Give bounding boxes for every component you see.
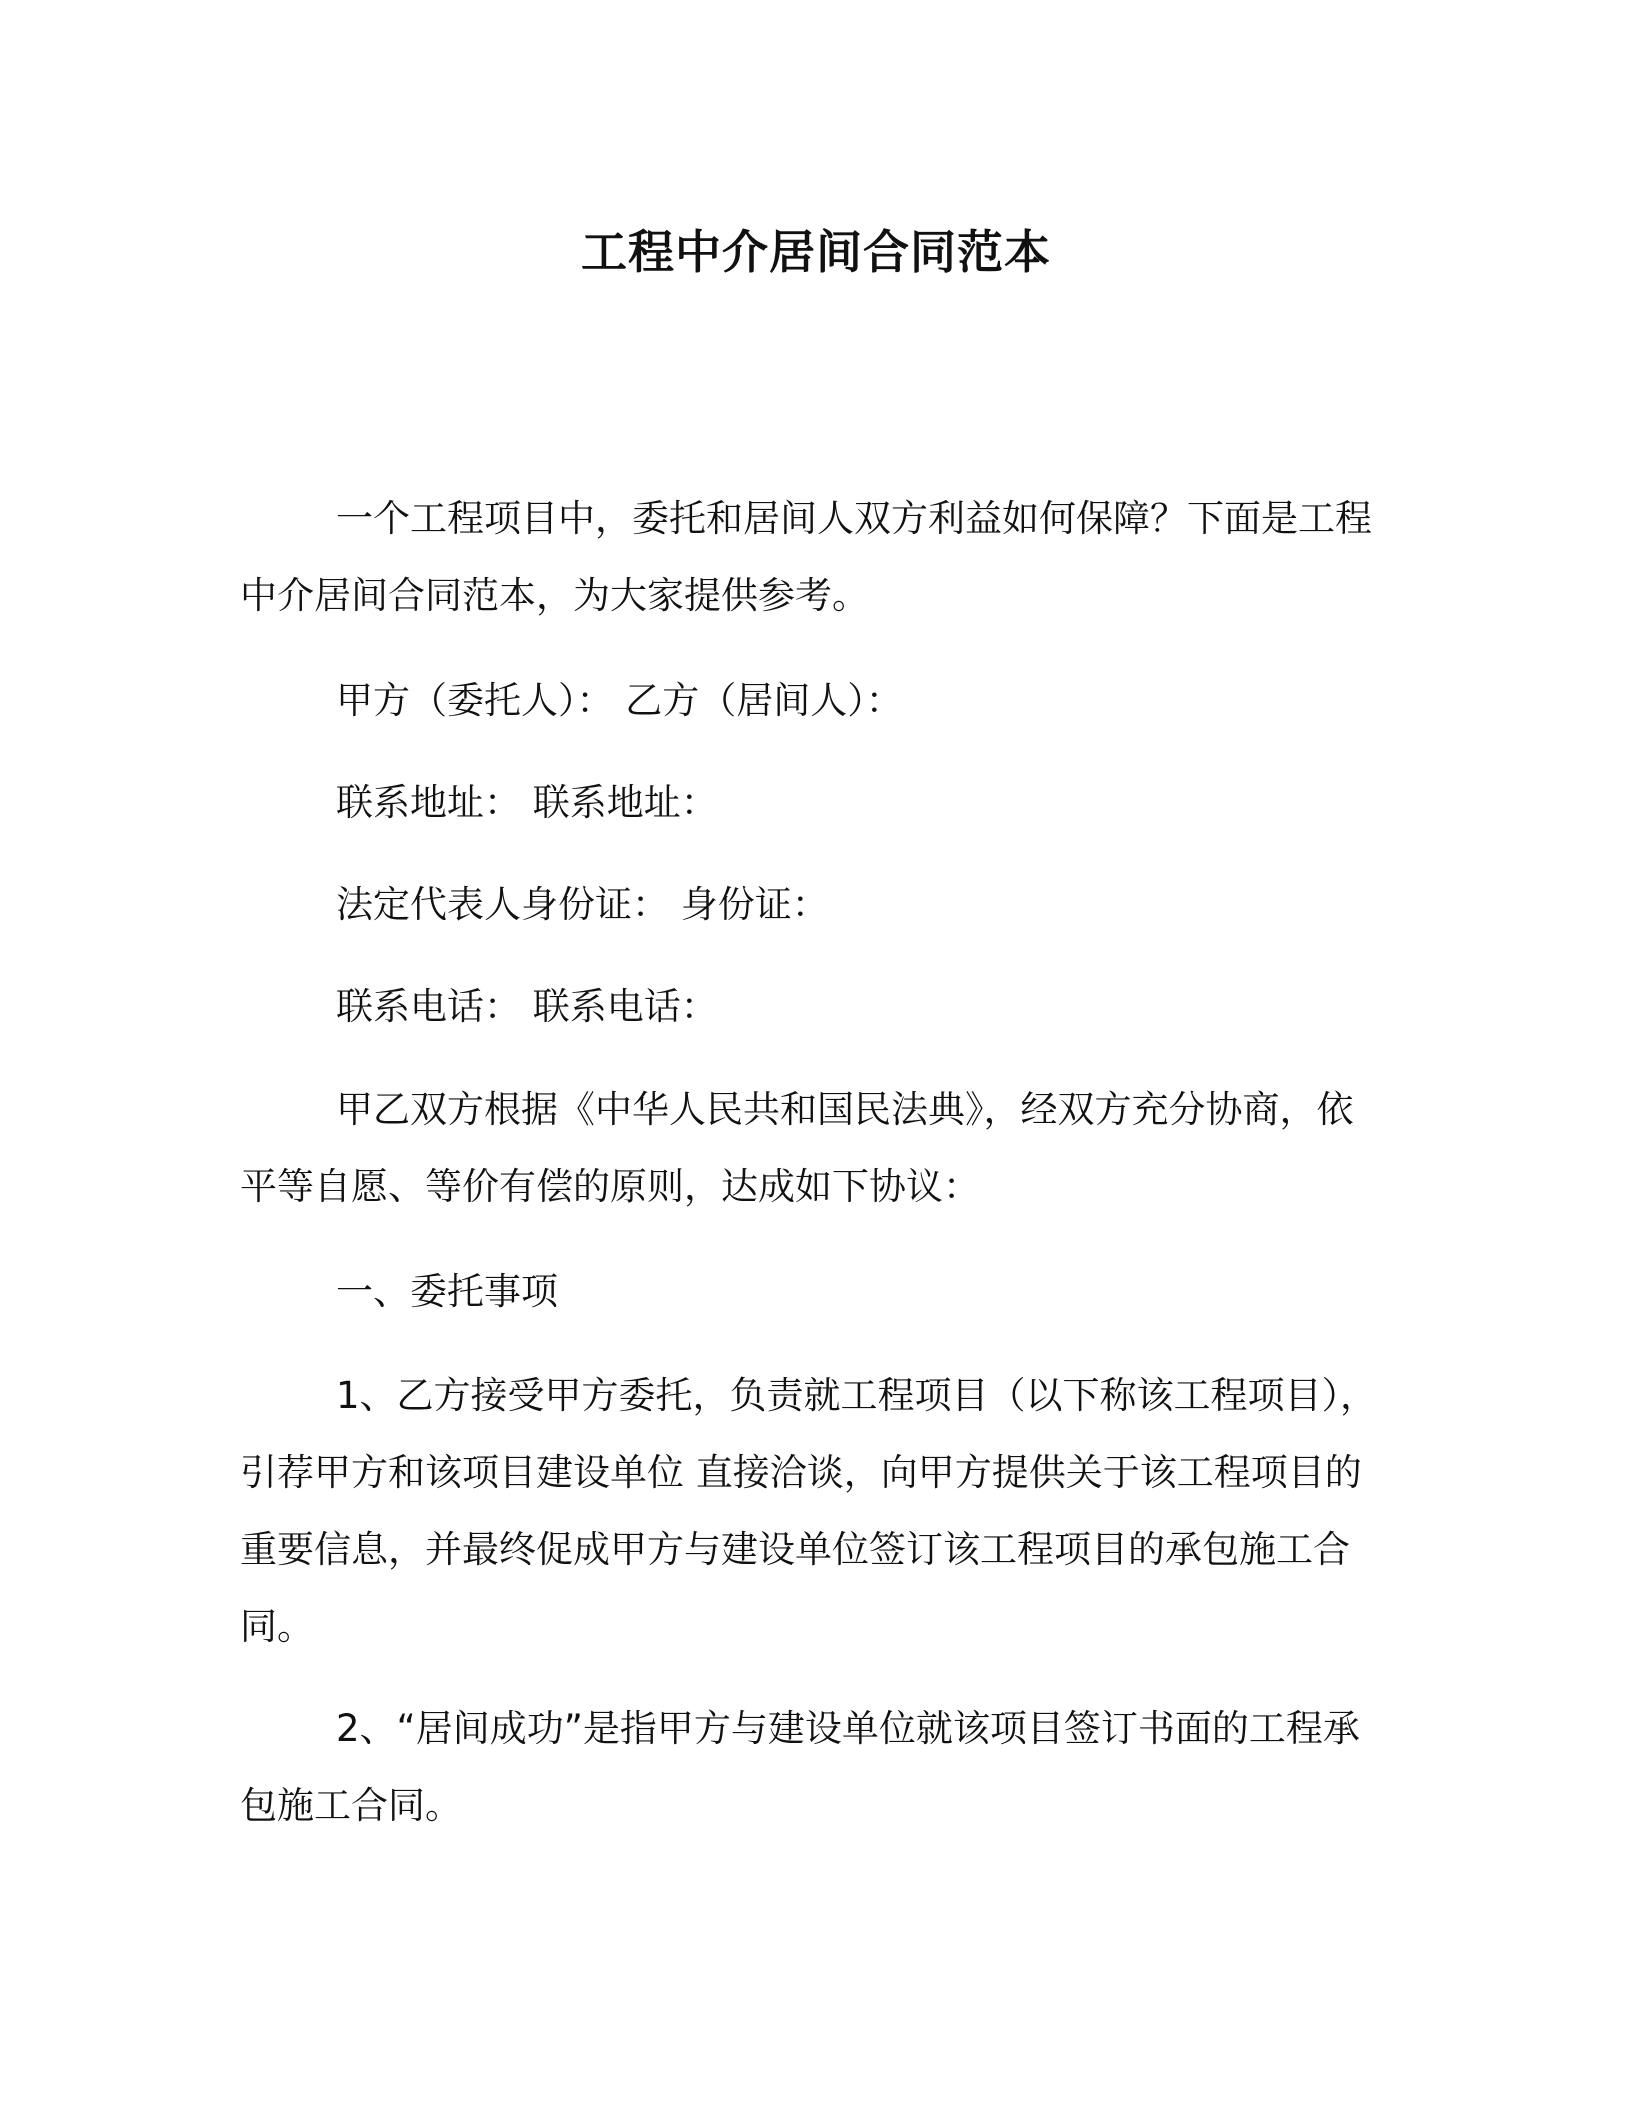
intro-paragraph: 一个工程项目中，委托和居间人双方利益如何保障？下面是工程中介居间合同范本，为大家提供参考。 (240, 497, 1372, 617)
address-line: 联系地址： 联系地址： (336, 781, 718, 824)
party-names-line: 甲方（委托人）： 乙方（居间人）： (336, 679, 903, 722)
section-heading-entrusted-matters: 一、委托事项 (336, 1270, 558, 1313)
agreement-basis-paragraph: 甲乙双方根据《中华人民共和国民法典》，经双方充分协商，依平等自愿、等价有偿的原则，达成如下协议： (240, 1088, 1354, 1208)
id-card-line: 法定代表人身份证： 身份证： (336, 883, 829, 926)
document-title: 工程中介居间合同范本 (581, 225, 1051, 279)
clause-2-paragraph: 2、“居间成功”是指甲方与建设单位就该项目签订书面的工程承包施工合同。 (240, 1707, 1360, 1827)
clause-1-paragraph: 1、乙方接受甲方委托，负责就工程项目（以下称该工程项目），引荐甲方和该项目建设单位 直接洽谈，向甲方提供关于该工程项目的重要信息，并最终促成甲方与建设单位签订该工程项目的承包施工合同。 (240, 1374, 1378, 1648)
phone-line: 联系电话： 联系电话： (336, 985, 718, 1028)
